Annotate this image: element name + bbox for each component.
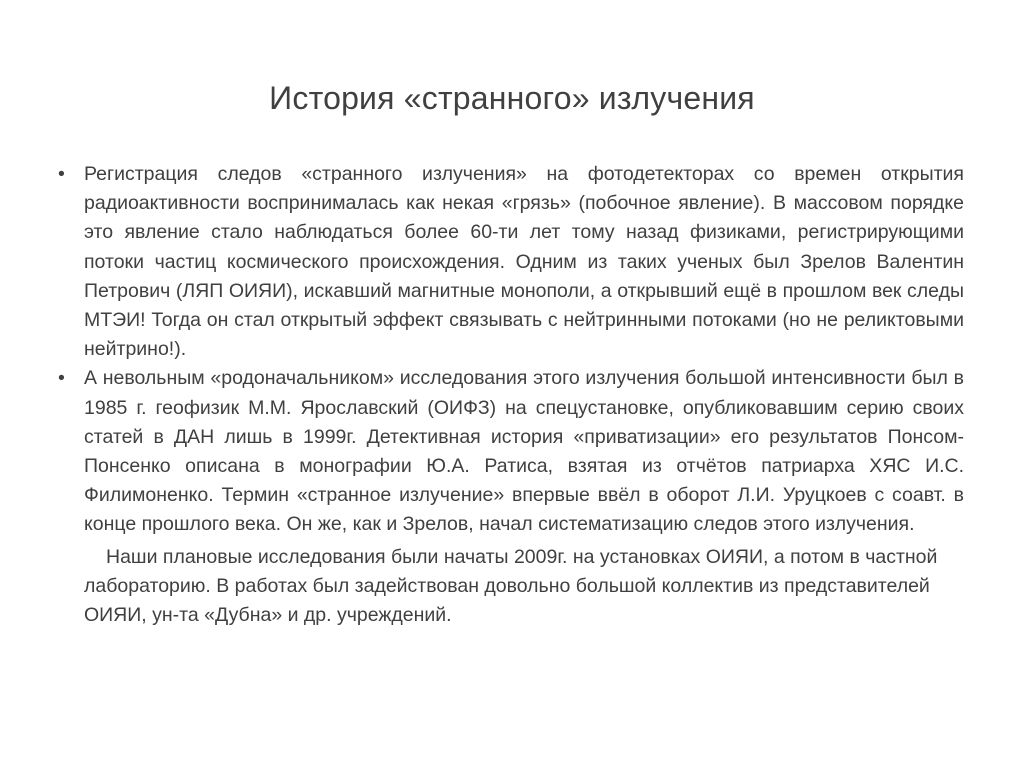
bullet-icon: •	[58, 367, 65, 390]
bullet-icon: •	[58, 163, 65, 185]
bullet-text-2: А невольным «родоначальником» исследования этого излучения большой интенсивности был в 1985 г. геофизик М.М. Ярославский (ОИФЗ) на спецустановке, опубликовавшим серию своих статей в ДАН лишь в 1999г. Детективная история «приватизации» его результатов Понсом-Понсенко описана в монографии Ю.А. Ратиса, взятая из отчётов патриарха ХЯС И.С. Филимоненко. Термин «странное излучение» впервые ввёл в оборот Л.И. Уруцкоев с соавт. в конце прошлого века. Он же, как и Зрелов, начал систематизацию следов этого излучения.	[84, 367, 964, 536]
slide-content	[58, 160, 964, 630]
bullet-item-1	[58, 160, 964, 364]
bullet-text-1: Регистрация следов «странного излучения» на фотодетекторах со времен открытия радиоактивности воспринималась как некая «грязь» (побочное явление). В массовом порядке это явление стало наблюдаться более 60-ти лет тому назад физиками, регистрирующими потоки частиц космического происхождения. Одним из таких ученых был Зрелов Валентин Петрович (ЛЯП ОИЯИ), искавший магнитные монополи, а открывший ещё в прошлом век следы МТЭИ! Тогда он стал открытый эффект связывать с нейтринными потоками (но не реликтовыми нейтрино!).	[84, 163, 964, 361]
bullet-item-2	[58, 364, 964, 539]
slide-title: История «странного» излучения	[269, 80, 755, 116]
closing-paragraph: Наши плановые исследования были начаты 2009г. на установках ОИЯИ, а потом в частной лабораторию. В работах был задействован довольно большой коллектив из представителей ОИЯИ, ун-та «Дубна» и др. учреждений.	[84, 545, 938, 627]
